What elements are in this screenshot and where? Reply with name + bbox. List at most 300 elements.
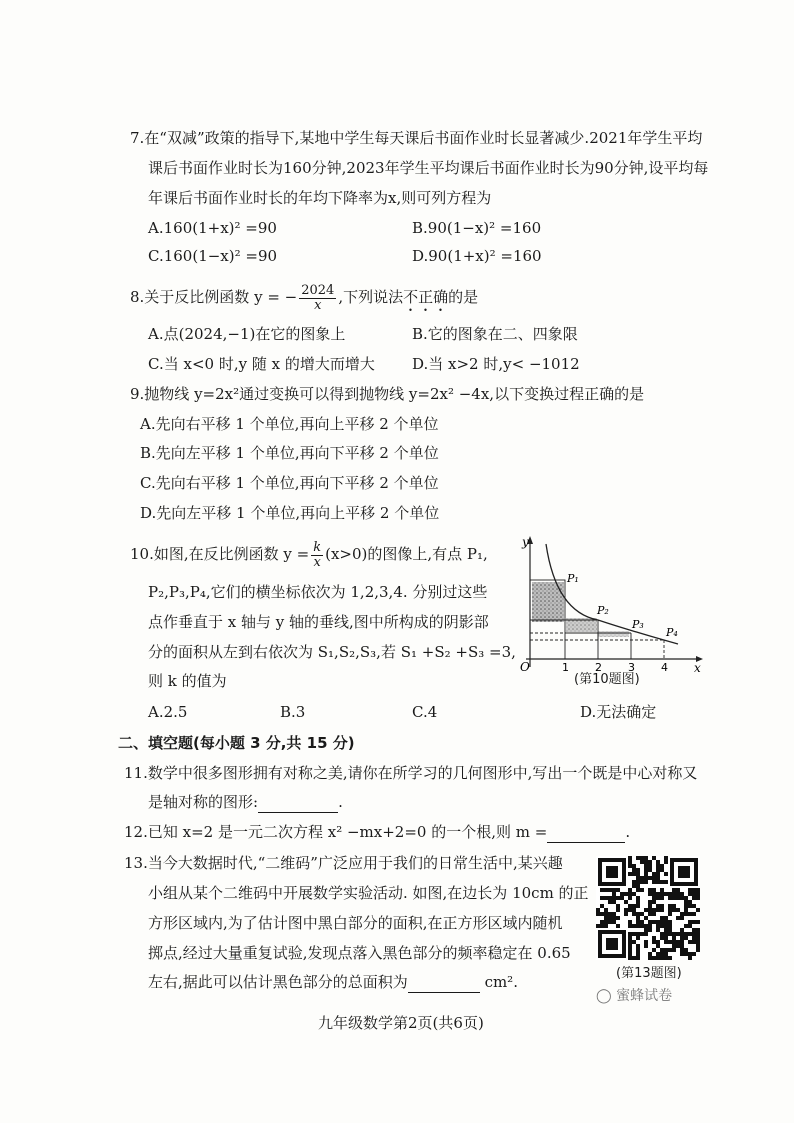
qr-module (644, 908, 648, 912)
qr-module (660, 908, 664, 912)
section-2-title: 二、填空题(每小题 3 分,共 15 分) (118, 734, 355, 752)
qr-module (632, 904, 636, 908)
qr-module (664, 924, 668, 928)
qr-module (696, 888, 700, 892)
qr-module (672, 896, 676, 900)
qr-module (616, 896, 620, 900)
qr-module (696, 940, 700, 944)
qr-module (652, 940, 656, 944)
qr-module (664, 932, 668, 936)
qr-module (672, 940, 676, 944)
qr-module (664, 940, 668, 944)
qr-module (648, 908, 652, 912)
qr-module (636, 916, 640, 920)
qr-module (632, 892, 636, 896)
qr-module (612, 900, 616, 904)
qr-module (604, 908, 608, 912)
qr-module (684, 904, 688, 908)
qr-module (660, 932, 664, 936)
q7-stem-line2: 课后书面作业时长为160分钟,2023年学生平均课后书面作业时长为90分钟,设平均每 (148, 159, 709, 177)
qr-module (656, 892, 660, 896)
qr-module (624, 900, 628, 904)
qr-module (636, 880, 640, 884)
qr-module (676, 896, 680, 900)
qr-module (636, 904, 640, 908)
qr-module (688, 888, 692, 892)
qr-module (668, 920, 672, 924)
q12-stem (124, 822, 630, 843)
q10-tick-4: 4 (661, 661, 668, 672)
qr-module (604, 920, 608, 924)
qr-module (684, 932, 688, 936)
qr-module (668, 940, 672, 944)
q8-stem (130, 280, 478, 315)
q11-stem-line1: 11.数学中很多图形拥有对称之美,请你在所学习的几何图形中,写出一个既是中心对称又 (124, 764, 698, 782)
q12-stem-end: . (625, 823, 631, 841)
q12-stem-text: 12.已知 x=2 是一元二次方程 x² −mx+2=0 的一个根,则 m = (124, 823, 548, 841)
qr-module (628, 940, 632, 944)
qr-module (644, 928, 648, 932)
qr-module (632, 908, 636, 912)
qr-module (660, 936, 664, 940)
q10-option-c: C.4 (412, 703, 438, 721)
qr-module (648, 924, 652, 928)
qr-module (628, 944, 632, 948)
qr-module (648, 876, 652, 880)
qr-module (652, 900, 656, 904)
q10-point-p2: P₂ (597, 604, 609, 617)
qr-module (672, 932, 676, 936)
qr-module (632, 924, 636, 928)
qr-module (636, 856, 640, 860)
qr-module (692, 896, 696, 900)
qr-module (632, 884, 636, 888)
qr-module (648, 956, 652, 960)
qr-module (644, 860, 648, 864)
q13-answer-blank (408, 972, 480, 993)
qr-module (680, 948, 684, 952)
q8-option-c: C.当 x<0 时,y 随 x 的增大而增大 (148, 355, 375, 373)
qr-module (668, 948, 672, 952)
qr-module (600, 912, 604, 916)
qr-module (636, 872, 640, 876)
q10-point-p4: P₄ (666, 626, 678, 639)
q10-tick-2: 2 (595, 661, 602, 672)
qr-module (632, 912, 636, 916)
qr-module (636, 924, 640, 928)
qr-module (648, 920, 652, 924)
qr-module (660, 864, 664, 868)
qr-module (600, 888, 604, 892)
qr-module (600, 920, 604, 924)
qr-module (644, 872, 648, 876)
qr-module (624, 908, 628, 912)
q9-option-d: D.先向左平移 1 个单位,再向上平移 2 个单位 (140, 504, 440, 522)
qr-module (676, 940, 680, 944)
qr-module (672, 908, 676, 912)
q13-stem-line1: 13.当今大数据时代,“二维码”广泛应用于我们的日常生活中,某兴趣 (124, 854, 563, 872)
qr-module (680, 936, 684, 940)
qr-module (664, 880, 668, 884)
q10-x-label: x (694, 661, 701, 672)
q8-stem-suffix-b: 的是 (448, 288, 479, 306)
q7-option-d: D.90(1+x)² =160 (412, 247, 542, 265)
qr-module (648, 912, 652, 916)
qr-module (624, 912, 628, 916)
qr-module (680, 940, 684, 944)
qr-module (628, 864, 632, 868)
qr-module (616, 916, 620, 920)
q10-stem-line5: 则 k 的值为 (148, 672, 227, 690)
qr-module (696, 892, 700, 896)
qr-module (676, 908, 680, 912)
qr-module (656, 896, 660, 900)
q7-option-c: C.160(1−x)² =90 (148, 247, 278, 265)
qr-module (628, 932, 632, 936)
qr-module (612, 888, 616, 892)
qr-module (644, 916, 648, 920)
qr-module (652, 948, 656, 952)
q7-stem-line3: 年课后书面作业时长的年均下降率为x,则可列方程为 (148, 189, 492, 207)
qr-module (688, 932, 692, 936)
qr-module (688, 940, 692, 944)
qr-module (628, 856, 632, 860)
q10-stem-line3: 点作垂直于 x 轴与 y 轴的垂线,图中所构成的阴影部 (148, 613, 489, 631)
qr-module (652, 880, 656, 884)
qr-module (628, 924, 632, 928)
qr-module (640, 924, 644, 928)
qr-module (608, 920, 612, 924)
q10-y-label: y (522, 535, 529, 549)
qr-module (692, 940, 696, 944)
qr-module (636, 900, 640, 904)
q10-stem-line1 (130, 537, 488, 571)
qr-module (636, 884, 640, 888)
qr-module (644, 932, 648, 936)
qr-module (692, 952, 696, 956)
q10-stem-line2: P₂,P₃,P₄,它们的横坐标依次为 1,2,3,4. 分别过这些 (148, 583, 488, 601)
qr-module (616, 908, 620, 912)
qr-module (664, 892, 668, 896)
qr-module (664, 948, 668, 952)
qr-module (656, 952, 660, 956)
qr-module (628, 904, 632, 908)
qr-module (692, 892, 696, 896)
qr-module (680, 892, 684, 896)
qr-module (656, 880, 660, 884)
q10-stem-line4: 分的面积从左到右依次为 S₁,S₂,S₃,若 S₁ +S₂ +S₃ =3, (148, 643, 516, 661)
q9-option-b: B.先向左平移 1 个单位,再向下平移 2 个单位 (140, 444, 439, 462)
qr-module (656, 928, 660, 932)
qr-module (648, 900, 652, 904)
q10-fraction-num: k (313, 539, 322, 555)
qr-module (636, 876, 640, 880)
qr-module (692, 936, 696, 940)
qr-module (684, 912, 688, 916)
qr-module (636, 956, 640, 960)
qr-module (680, 944, 684, 948)
qr-module (608, 900, 612, 904)
qr-module (656, 956, 660, 960)
q8-stem-suffix-a: ,下列说法 (338, 288, 404, 306)
qr-module (660, 920, 664, 924)
q11-stem-line2 (148, 792, 343, 813)
qr-module (616, 888, 620, 892)
qr-module (632, 956, 636, 960)
qr-module (684, 952, 688, 956)
qr-module (648, 952, 652, 956)
qr-module (668, 908, 672, 912)
qr-module (656, 860, 660, 864)
q10-option-a: A.2.5 (148, 703, 188, 721)
qr-module (628, 936, 632, 940)
qr-module (600, 896, 604, 900)
qr-module (608, 888, 612, 892)
watermark-text: 蜜蜂试卷 (616, 988, 673, 1004)
qr-module (660, 952, 664, 956)
qr-module (652, 956, 656, 960)
qr-module (632, 940, 636, 944)
q7-option-a: A.160(1+x)² =90 (148, 219, 277, 237)
qr-module (668, 904, 672, 908)
q10-tick-1: 1 (562, 661, 569, 672)
qr-module (608, 912, 612, 916)
qr-module (688, 924, 692, 928)
page-footer: 九年级数学第2页(共6页) (318, 1014, 484, 1032)
q11-stem-line2-text: 是轴对称的图形: (148, 793, 259, 811)
qr-module (644, 868, 648, 872)
qr-module (664, 920, 668, 924)
qr-module (636, 932, 640, 936)
qr-module (604, 912, 608, 916)
qr-module (676, 944, 680, 948)
q9-option-a: A.先向右平移 1 个单位,再向上平移 2 个单位 (140, 415, 439, 433)
qr-module (684, 948, 688, 952)
qr-module (604, 896, 608, 900)
qr-module (644, 880, 648, 884)
qr-module (660, 868, 664, 872)
qr-module (652, 888, 656, 892)
qr-module (616, 904, 620, 908)
qr-module (660, 896, 664, 900)
qr-module (612, 892, 616, 896)
qr-module (680, 928, 684, 932)
qr-module (648, 860, 652, 864)
qr-module (628, 860, 632, 864)
qr-module (648, 888, 652, 892)
qr-module (628, 892, 632, 896)
qr-module (632, 872, 636, 876)
qr-module (640, 888, 644, 892)
qr-module (648, 868, 652, 872)
qr-module (648, 904, 652, 908)
qr-module (672, 892, 676, 896)
qr-module (664, 956, 668, 960)
q10-fraction-den: x (313, 554, 321, 570)
qr-module (688, 904, 692, 908)
qr-module (668, 892, 672, 896)
qr-module (636, 944, 640, 948)
qr-module (668, 896, 672, 900)
qr-module (628, 920, 632, 924)
qr-module (684, 900, 688, 904)
qr-module (644, 876, 648, 880)
q10-stem-suffix: (x>0)的图像上,有点 P₁, (325, 545, 488, 563)
qr-module (640, 912, 644, 916)
q8-option-b: B.它的图象在二、四象限 (412, 325, 578, 343)
qr-module (636, 868, 640, 872)
qr-module (636, 888, 640, 892)
q10-shade-s3 (598, 631, 629, 637)
qr-module (680, 952, 684, 956)
qr-module (664, 860, 668, 864)
q10-option-d: D.无法确定 (580, 703, 657, 721)
qr-module (664, 872, 668, 876)
qr-module (676, 916, 680, 920)
q8-stem-emphasis: 不正确 (403, 288, 449, 306)
qr-module (692, 928, 696, 932)
qr-module (644, 924, 648, 928)
q8-stem-prefix: 8.关于反比例函数 y = − (130, 288, 298, 306)
q8-fraction-num: 2024 (301, 282, 335, 298)
qr-module (628, 888, 632, 892)
qr-module (656, 872, 660, 876)
qr-module (680, 916, 684, 920)
qr-module (676, 932, 680, 936)
qr-module (652, 936, 656, 940)
qr-module (632, 868, 636, 872)
qr-module (684, 908, 688, 912)
q13-stem-line3: 方形区域内,为了估计图中黑白部分的面积,在正方形区域内随机 (148, 914, 563, 932)
qr-module (664, 916, 668, 920)
qr-module (680, 932, 684, 936)
qr-module (656, 864, 660, 868)
qr-module (652, 920, 656, 924)
q9-option-c: C.先向右平移 1 个单位,再向下平移 2 个单位 (140, 474, 439, 492)
q8-option-d: D.当 x>2 时,y< −1012 (412, 355, 580, 373)
qr-module (684, 896, 688, 900)
qr-module (696, 936, 700, 940)
qr-module (688, 900, 692, 904)
qr-module (640, 880, 644, 884)
qr-module (688, 892, 692, 896)
q9-stem: 9.抛物线 y=2x²通过变换可以得到抛物线 y=2x² −4x,以下变换过程正确的是 (130, 385, 645, 403)
q10-fraction (311, 541, 323, 570)
qr-module (640, 876, 644, 880)
qr-module (656, 940, 660, 944)
qr-module (656, 904, 660, 908)
qr-module (652, 912, 656, 916)
qr-module (612, 912, 616, 916)
q10-figure-caption: (第10题图) (574, 672, 640, 687)
qr-module (616, 924, 620, 928)
qr-module (636, 920, 640, 924)
qr-module (608, 896, 612, 900)
qr-module (692, 932, 696, 936)
q8-option-a: A.点(2024,−1)在它的图象上 (148, 325, 346, 343)
qr-module (596, 908, 600, 912)
q13-stem-line5-text: 左右,据此可以估计黑色部分的总面积为 (148, 973, 408, 991)
qr-module (696, 932, 700, 936)
qr-module (628, 872, 632, 876)
qr-module (660, 888, 664, 892)
qr-module (664, 928, 668, 932)
qr-module (632, 864, 636, 868)
q13-figure-caption: (第13题图) (616, 966, 682, 981)
qr-module (604, 888, 608, 892)
qr-module (632, 880, 636, 884)
q10-option-b: B.3 (280, 703, 306, 721)
qr-module (688, 920, 692, 924)
q10-tick-3: 3 (628, 661, 635, 672)
qr-module (660, 924, 664, 928)
qr-module (656, 876, 660, 880)
q11-stem-end: . (338, 793, 343, 811)
qr-module (596, 912, 600, 916)
qr-module (600, 904, 604, 908)
qr-module (612, 916, 616, 920)
qr-module (624, 892, 628, 896)
qr-module (596, 924, 600, 928)
qr-module (636, 896, 640, 900)
q11-answer-blank (258, 792, 338, 813)
qr-module (660, 916, 664, 920)
qr-module (676, 892, 680, 896)
qr-module (672, 904, 676, 908)
qr-module (640, 932, 644, 936)
qr-module (660, 892, 664, 896)
qr-module (628, 948, 632, 952)
qr-module (672, 888, 676, 892)
q8-fraction-den: x (314, 297, 322, 313)
q8-fraction (299, 284, 336, 313)
qr-module (692, 920, 696, 924)
qr-module (696, 908, 700, 912)
qr-module (604, 916, 608, 920)
q13-qr-code-image (596, 856, 700, 960)
q10-origin-label: O (520, 660, 530, 672)
qr-module (672, 936, 676, 940)
qr-module (664, 936, 668, 940)
qr-module (656, 944, 660, 948)
qr-module (668, 912, 672, 916)
qr-module (644, 940, 648, 944)
qr-module (612, 896, 616, 900)
qr-module (640, 856, 644, 860)
qr-module (612, 920, 616, 924)
q12-answer-blank (547, 822, 625, 843)
qr-module (696, 928, 700, 932)
qr-module (648, 928, 652, 932)
qr-module (620, 896, 624, 900)
qr-module (652, 876, 656, 880)
qr-module (656, 924, 660, 928)
qr-module (684, 924, 688, 928)
qr-module (652, 892, 656, 896)
qr-module (688, 956, 692, 960)
qr-module (636, 936, 640, 940)
qr-module (668, 928, 672, 932)
q13-stem-line2: 小组从某个二维码中开展数学实验活动. 如图,在边长为 10cm 的正 (148, 884, 589, 902)
qr-module (660, 904, 664, 908)
qr-module (600, 924, 604, 928)
qr-module (648, 892, 652, 896)
qr-module (664, 856, 668, 860)
qr-module (640, 860, 644, 864)
qr-module (656, 908, 660, 912)
qr-module (668, 956, 672, 960)
qr-module (604, 924, 608, 928)
